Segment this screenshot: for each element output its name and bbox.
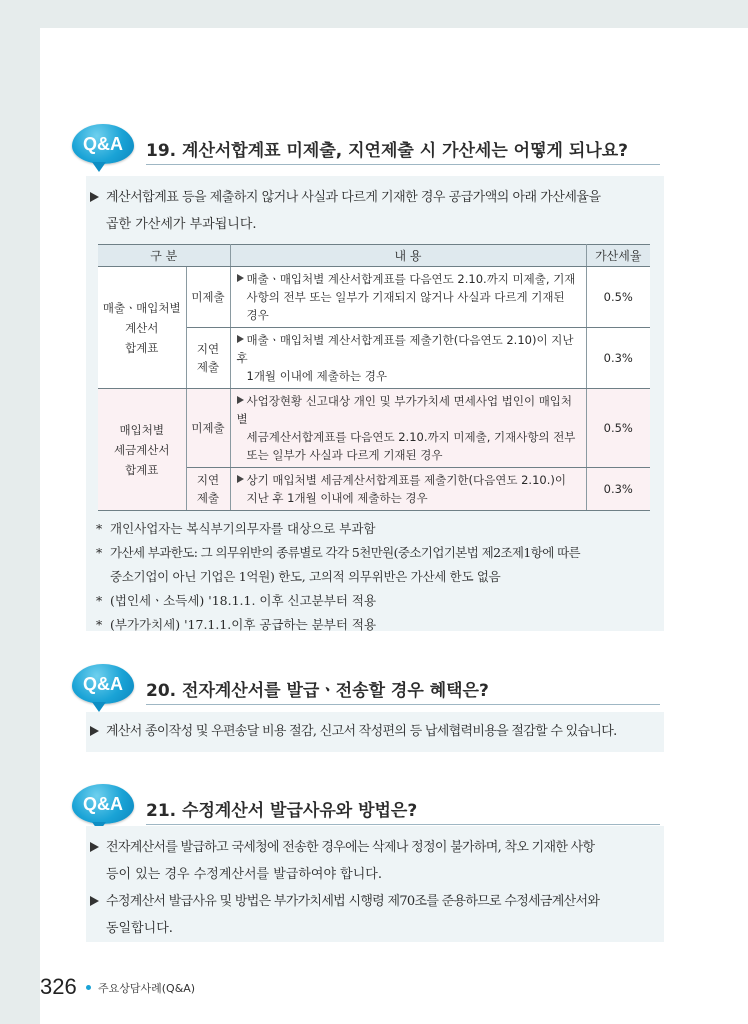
table-row xyxy=(98,267,650,328)
content-text: 세금계산서합계표를 다음연도 2.10.까지 미제출, 기재사항의 전부 xyxy=(246,430,576,444)
qa19-intro-line1: 계산서합계표 등을 제출하지 않거나 사실과 다르게 기재한 경우 공급가액의 아래 가산세율을 xyxy=(106,190,601,205)
qa20-header xyxy=(72,664,672,708)
note-item xyxy=(96,517,654,541)
note-item xyxy=(96,541,654,565)
group2-row1-content xyxy=(230,389,586,468)
content-line xyxy=(237,367,580,385)
triangle-bullet-icon xyxy=(237,396,244,404)
sub-line: 지연 xyxy=(196,473,220,487)
qa19-divider xyxy=(146,164,660,165)
content-text: 1개월 이내에 제출하는 경우 xyxy=(246,369,387,383)
content-text: 또는 일부가 사실과 다르게 기재된 경우 xyxy=(246,448,443,462)
triangle-bullet-icon xyxy=(237,475,244,483)
qa20-answer-box xyxy=(86,712,664,752)
group1-category-line: 매출ㆍ매입처별 xyxy=(102,300,181,315)
footer-dot-icon xyxy=(86,985,91,990)
sub-line: 제출 xyxy=(196,491,220,505)
group2-row2-content xyxy=(230,468,586,511)
table-header-category: 구 분 xyxy=(98,245,230,267)
group2-row1-rate: 0.5% xyxy=(586,389,650,468)
qa21-b1-line2: 등이 있는 경우 수정계산서를 발급하여야 합니다. xyxy=(106,867,382,882)
note-text: (법인세ㆍ소득세) '18.1.1. 이후 신고분부터 적용 xyxy=(110,593,377,608)
qa21-b2-line1: 수정계산서 발급사유 및 방법은 부가가치세법 시행령 제70조를 준용하므로 수정세금계산서와 xyxy=(106,894,600,909)
triangle-bullet-icon xyxy=(90,842,99,852)
group2-category-line: 세금계산서 xyxy=(113,442,170,457)
note-item xyxy=(96,613,654,637)
page-number: 326 xyxy=(40,974,77,999)
content-line xyxy=(237,446,580,464)
group1-row2-sub xyxy=(186,328,230,389)
triangle-bullet-icon xyxy=(90,896,99,906)
footer-section-title: 주요상담사례(Q&A) xyxy=(98,982,196,995)
qa20-answer xyxy=(86,718,664,745)
content-text: 매출ㆍ매입처별 계산서합계표를 다음연도 2.10.까지 미제출, 기재 xyxy=(246,272,576,286)
content-text: 지난 후 1개월 이내에 제출하는 경우 xyxy=(246,491,428,505)
content-text: 경우 xyxy=(246,308,269,322)
qa21-divider xyxy=(146,824,660,825)
note-mark: * xyxy=(96,617,103,632)
sub-line: 제출 xyxy=(196,360,220,374)
qa19-header xyxy=(72,124,672,168)
qa19-notes xyxy=(86,511,664,637)
note-text: 가산세 부과한도: 그 의무위반의 종류별로 각각 5천만원(중소기업기본법 제2조제1항에 따른 xyxy=(110,545,581,560)
content-text: 상기 매입처별 세금계산서합계표를 제출기한(다음연도 2.10.)이 xyxy=(246,473,566,487)
content-line xyxy=(237,489,580,507)
group1-row1-rate: 0.5% xyxy=(586,267,650,328)
qa20-divider xyxy=(146,704,660,705)
qa21-header xyxy=(72,784,672,828)
note-mark: * xyxy=(96,545,103,560)
note-mark: * xyxy=(96,521,103,536)
group1-row2-content xyxy=(230,328,586,389)
table-header-content: 내 용 xyxy=(230,245,586,267)
note-text: (부가가치세) '17.1.1.이후 공급하는 분부터 적용 xyxy=(110,617,377,632)
content-line xyxy=(237,270,580,288)
content-text: 사항의 전부 또는 일부가 기재되지 않거나 사실과 다르게 기재된 xyxy=(246,290,565,304)
note-item xyxy=(96,589,654,613)
content-text: 매출ㆍ매입처별 계산서합계표를 제출기한(다음연도 2.10)이 지난 후 xyxy=(236,333,574,365)
group2-category-line: 매입처별 xyxy=(119,422,164,437)
group1-category-line: 계산서 xyxy=(125,320,159,335)
note-item xyxy=(96,565,654,589)
qa21-title: 21. 수정계산서 발급사유와 방법은? xyxy=(146,801,418,821)
content-line xyxy=(237,306,580,324)
qa21-answer-box xyxy=(86,826,664,942)
triangle-bullet-icon xyxy=(237,274,244,282)
group1-row1-sub: 미제출 xyxy=(186,267,230,328)
content-line xyxy=(237,428,580,446)
group1-category-line: 합계표 xyxy=(125,340,159,355)
qa-badge-icon: Q&A xyxy=(72,784,134,824)
group2-category xyxy=(98,389,186,511)
note-text: 개인사업자는 복식부기의무자를 대상으로 부과함 xyxy=(110,521,376,536)
surcharge-table xyxy=(98,244,650,511)
qa20-title: 20. 전자계산서를 발급ㆍ전송할 경우 혜택은? xyxy=(146,681,489,701)
group2-row2-sub xyxy=(186,468,230,511)
triangle-bullet-icon xyxy=(90,726,99,736)
table-header-row xyxy=(98,245,650,267)
qa21-b2-line2: 동일합니다. xyxy=(106,921,173,936)
qa-badge-icon: Q&A xyxy=(72,124,134,164)
content-line xyxy=(237,471,580,489)
content-line xyxy=(237,288,580,306)
content-line xyxy=(237,392,580,428)
note-text: 중소기업이 아닌 기업은 1억원) 한도, 고의적 의무위반은 가산세 한도 없음 xyxy=(110,569,501,584)
table-header-rate: 가산세율 xyxy=(586,245,650,267)
group1-row2-rate: 0.3% xyxy=(586,328,650,389)
group2-category-line: 합계표 xyxy=(125,462,159,477)
group1-category xyxy=(98,267,186,389)
group1-row1-content xyxy=(230,267,586,328)
qa19-intro xyxy=(86,184,664,238)
note-mark: * xyxy=(96,593,103,608)
qa19-answer-box xyxy=(86,176,664,631)
qa-badge-icon: Q&A xyxy=(72,664,134,704)
triangle-bullet-icon xyxy=(237,335,244,343)
content-line xyxy=(237,331,580,367)
content-text: 사업장현황 신고대상 개인 및 부가가치세 면세사업 법인이 매입처별 xyxy=(236,394,573,426)
qa19-intro-line2: 곱한 가산세가 부과됩니다. xyxy=(106,217,257,232)
qa21-b1-line1: 전자계산서를 발급하고 국세청에 전송한 경우에는 삭제나 정정이 불가하며, 착오 기재한 사항 xyxy=(106,840,595,855)
qa21-answer-2 xyxy=(86,888,664,942)
triangle-bullet-icon xyxy=(90,192,99,202)
qa21-answer-1 xyxy=(86,834,664,888)
sub-line: 지연 xyxy=(196,342,220,356)
group2-row2-rate: 0.3% xyxy=(586,468,650,511)
qa19-title: 19. 계산서합계표 미제출, 지연제출 시 가산세는 어떻게 되나요? xyxy=(146,141,628,161)
qa20-answer-line1: 계산서 종이작성 및 우편송달 비용 절감, 신고서 작성편의 등 납세협력비용을 절감할 수 있습니다. xyxy=(106,724,617,739)
table-row xyxy=(98,389,650,468)
group2-row1-sub: 미제출 xyxy=(186,389,230,468)
